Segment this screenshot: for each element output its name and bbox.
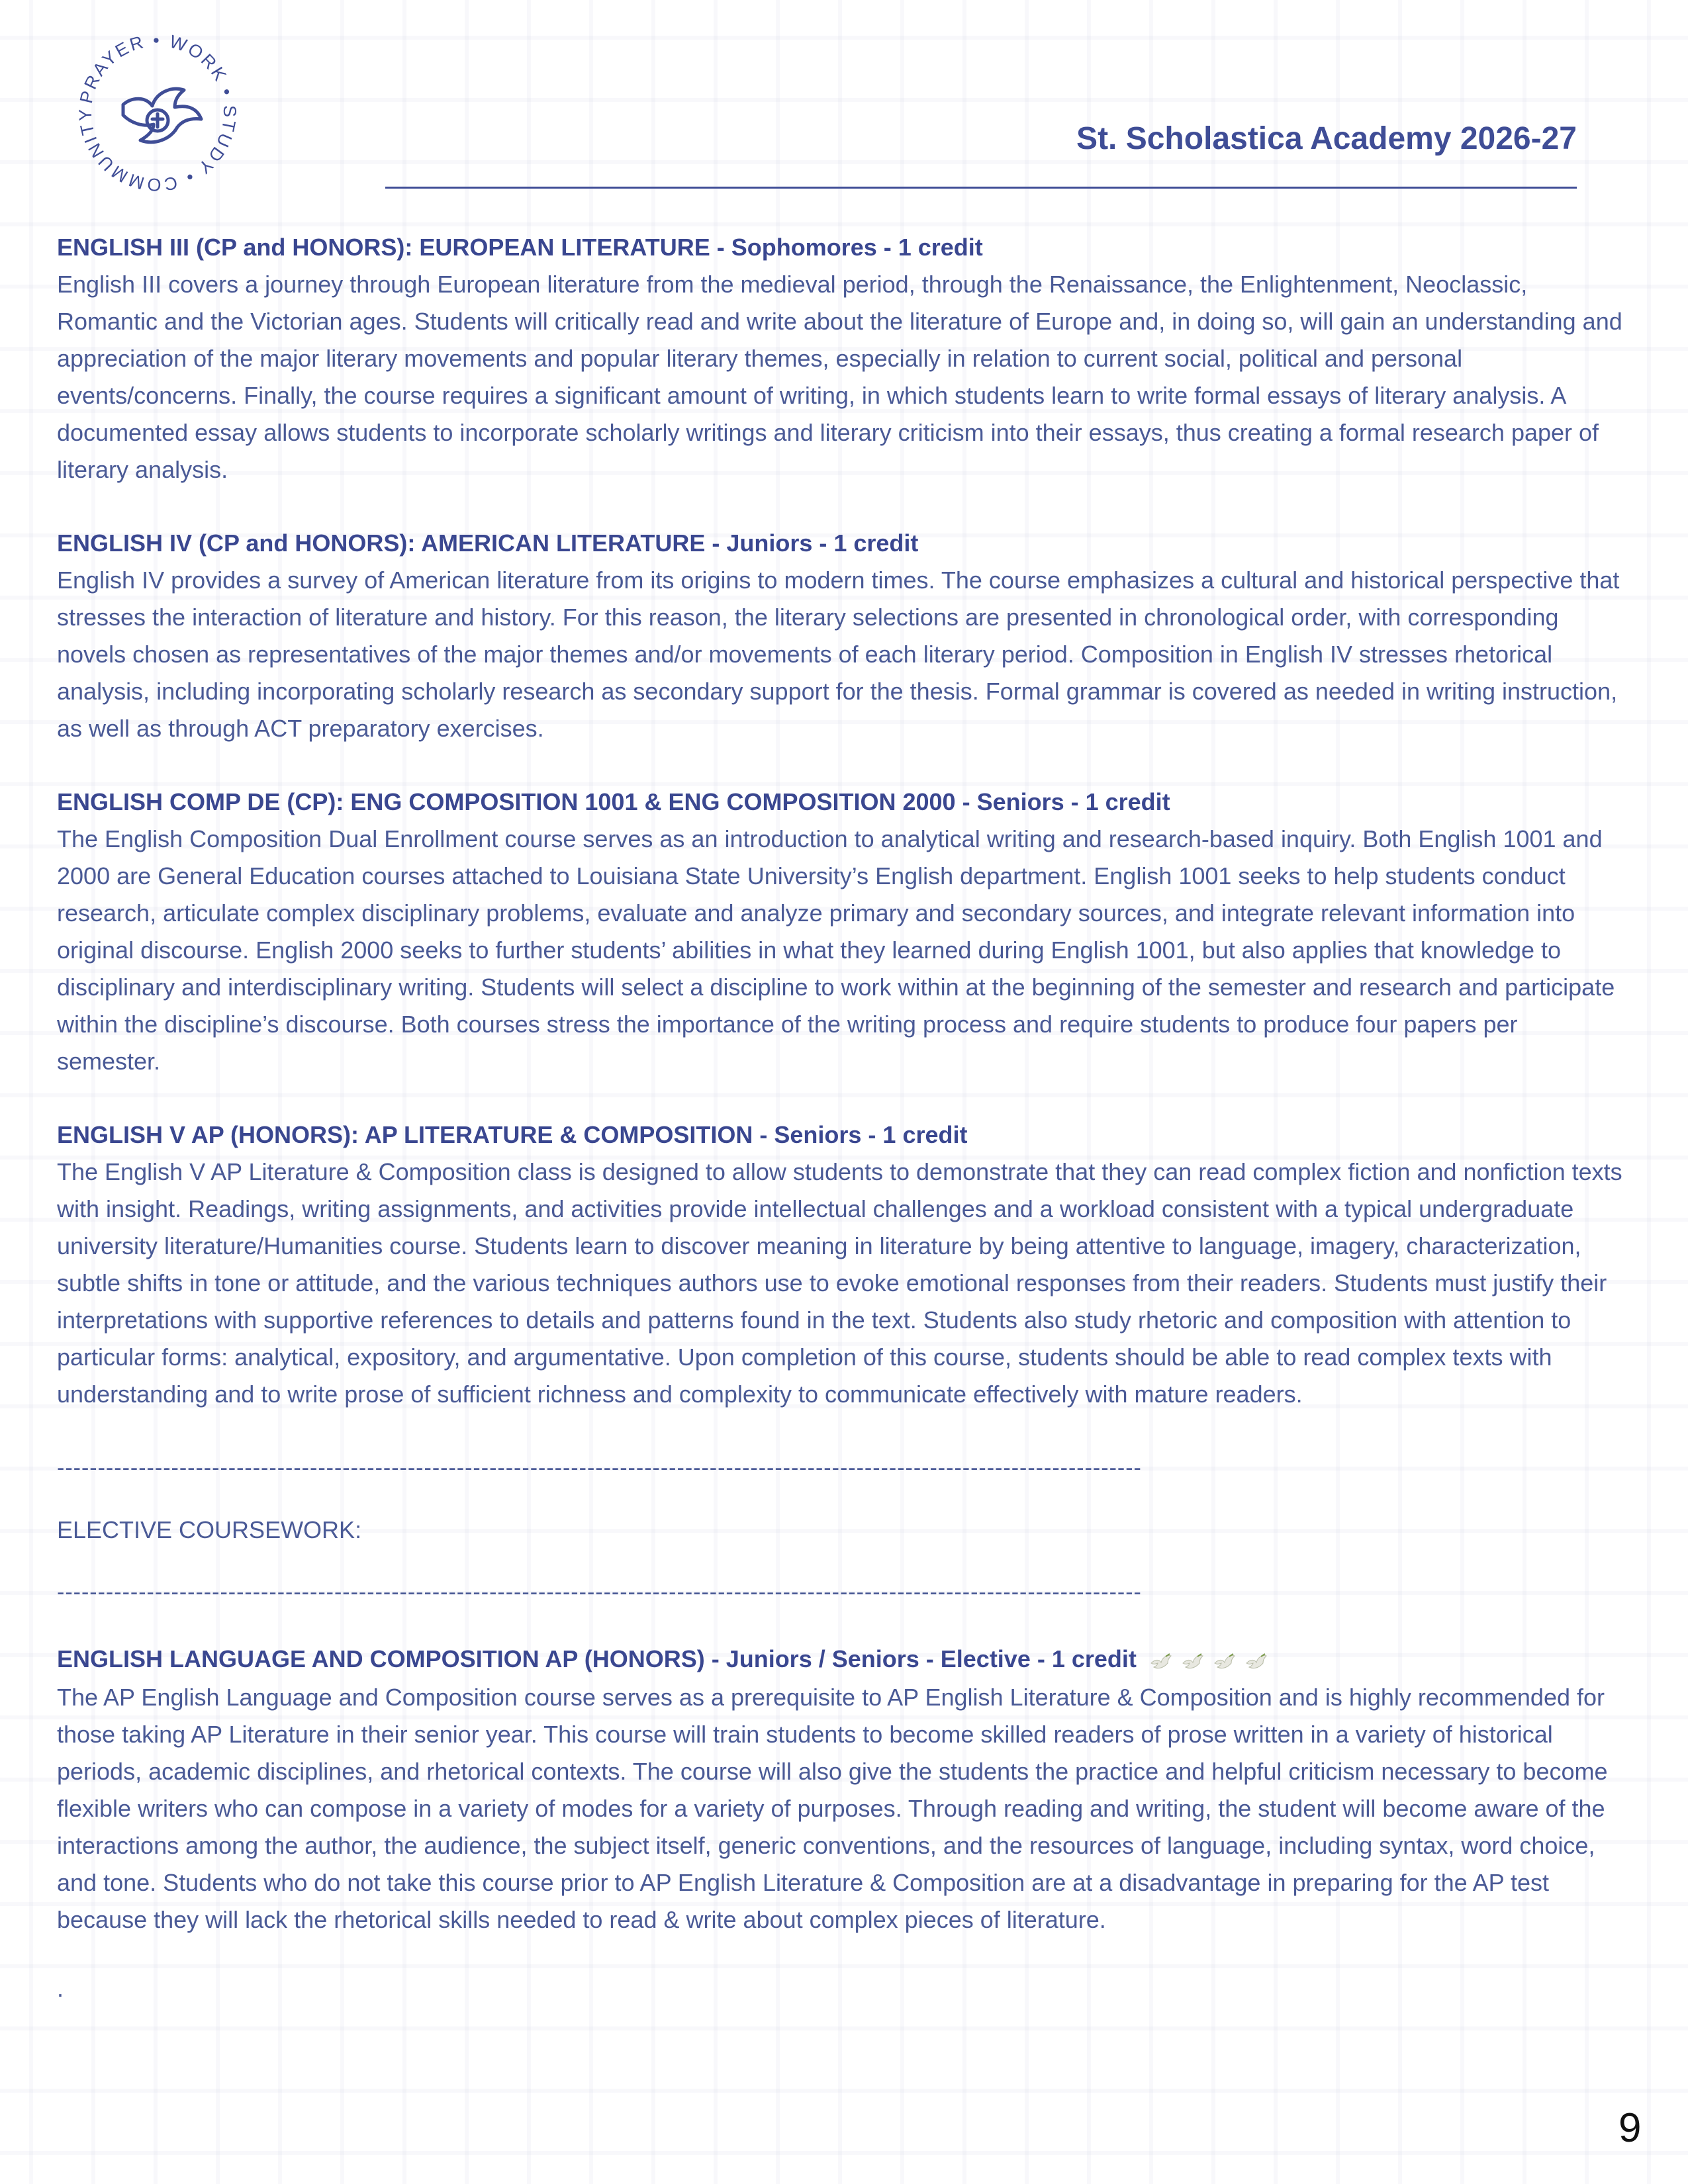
course-description: The English V AP Literature & Composition class is designed to allow students to demonstrate that they can read complex fiction and nonfiction texts with insight. Readings, writing assignments, and activities provide intellectual challenges and a workload consistent with a typical undergraduate university literature/Humanities course. Students learn to discover meaning in literature by being attentive to language, imagery, characterization, subtle shifts in tone or attitude, and the various techniques authors use to evoke emotional responses from their readers. Students must justify their interpretations with supportive references to details and patterns found in the text. Students also study rhetoric and composition with attention to particular forms: analytical, expository, and argumentative. Upon completion of this course, students should be able to read complex texts with understanding and to write prose of sufficient richness and complexity to communicate effectively with mature readers. [57, 1158, 1622, 1408]
header-title: St. Scholastica Academy 2026-27 [1076, 121, 1577, 156]
course-english-iv [57, 525, 1626, 747]
course-english-language-ap [57, 1641, 1626, 1938]
course-title: ENGLISH COMP DE (CP): ENG COMPOSITION 1001 & ENG COMPOSITION 2000 - Seniors - 1 credit [57, 788, 1170, 815]
trailing-dot: . [57, 1975, 64, 2003]
course-descriptions [57, 229, 1626, 2003]
logo-seal-icon [71, 26, 244, 199]
separator-line: ------------------------------------------------------------------------------------------------------------------------------------- [57, 1455, 1142, 1480]
dove-icon [1182, 1653, 1204, 1672]
course-title-row [57, 1641, 1626, 1679]
course-english-v-ap [57, 1116, 1626, 1413]
course-description: English IV provides a survey of American literature from its origins to modern times. The course emphasizes a cultural and historical perspective that stresses the interaction of literature and history. For this reason, the literary selections are presented in chronological order, with corresponding novels chosen as representatives of the major themes and/or movements of each literary period. Composition in English IV stresses rhetorical analysis, including incorporating scholarly research as secondary support for the thesis. Formal grammar is covered as needed in writing instruction, as well as through ACT preparatory exercises. [57, 567, 1620, 742]
logo-ring-text: PRAYER • WORK • STUDY • COMMUNITY [75, 30, 240, 195]
course-title: ENGLISH IV (CP and HONORS): AMERICAN LITERATURE - Juniors - 1 credit [57, 529, 919, 557]
separator-line: ------------------------------------------------------------------------------------------------------------------------------------- [57, 1580, 1142, 1605]
course-title: ENGLISH III (CP and HONORS): EUROPEAN LITERATURE - Sophomores - 1 credit [57, 234, 983, 261]
dove-icon [1150, 1653, 1172, 1672]
course-description: The English Composition Dual Enrollment course serves as an introduction to analytical writing and research-based inquiry. Both English 1001 and 2000 are General Education courses attached to Louisiana State University’s English department. English 1001 seeks to help students conduct research, articulate complex disciplinary problems, evaluate and analyze primary and secondary sources, and integrate relevant information into original discourse. English 2000 seeks to further students’ abilities in what they learned during English 1001, but also applies that knowledge to disciplinary and interdisciplinary writing. Students will select a discipline to work within at the beginning of the semester and research and participate within the discipline’s discourse. Both courses stress the importance of the writing process and require students to produce four papers per semester. [57, 825, 1615, 1075]
course-english-comp-de [57, 784, 1626, 1080]
course-description: The AP English Language and Composition course serves as a prerequisite to AP English Literature & Composition and is highly recommended for those taking AP Literature in their senior year. This course will train students to become skilled readers of prose written in a variety of historical periods, academic disciplines, and rhetorical contexts. The course will also give the students the practice and helpful criticism necessary to become flexible writers who can compose in a variety of modes for a variety of purposes. Through reading and writing, the student will become aware of the interactions among the author, the audience, the subject itself, generic conventions, and the resources of language, including syntax, word choice, and tone. Students who do not take this course prior to AP English Literature & Composition are at a disadvantage in preparing for the AP test because they will lack the rhetorical skills needed to read & write about complex pieces of literature. [57, 1684, 1608, 1934]
dove-emblem-icon [123, 89, 201, 142]
dove-icon [1245, 1653, 1268, 1672]
dove-icon [1213, 1653, 1236, 1672]
dove-badges [1150, 1642, 1270, 1679]
course-english-iii [57, 229, 1626, 488]
school-logo [71, 26, 244, 199]
course-description: English III covers a journey through European literature from the medieval period, through the Renaissance, the Enlightenment, Neoclassic, Romantic and the Victorian ages. Students will critically read and write about the literature of Europe and, in doing so, will gain an understanding and appreciation of the major literary movements and popular literary themes, especially in relation to current social, political and personal events/concerns. Finally, the course requires a significant amount of writing, in which students learn to write formal essays of literary analysis. A documented essay allows students to incorporate scholarly writings and literary criticism into their essays, thus creating a formal research paper of literary analysis. [57, 271, 1622, 483]
elective-heading: ELECTIVE COURSEWORK: [57, 1516, 362, 1543]
course-title: ENGLISH LANGUAGE AND COMPOSITION AP (HONORS) - Juniors / Seniors - Elective - 1 credit [57, 1645, 1137, 1672]
header-divider [385, 187, 1577, 189]
course-title: ENGLISH V AP (HONORS): AP LITERATURE & COMPOSITION - Seniors - 1 credit [57, 1121, 968, 1148]
page-number: 9 [1618, 2105, 1642, 2151]
